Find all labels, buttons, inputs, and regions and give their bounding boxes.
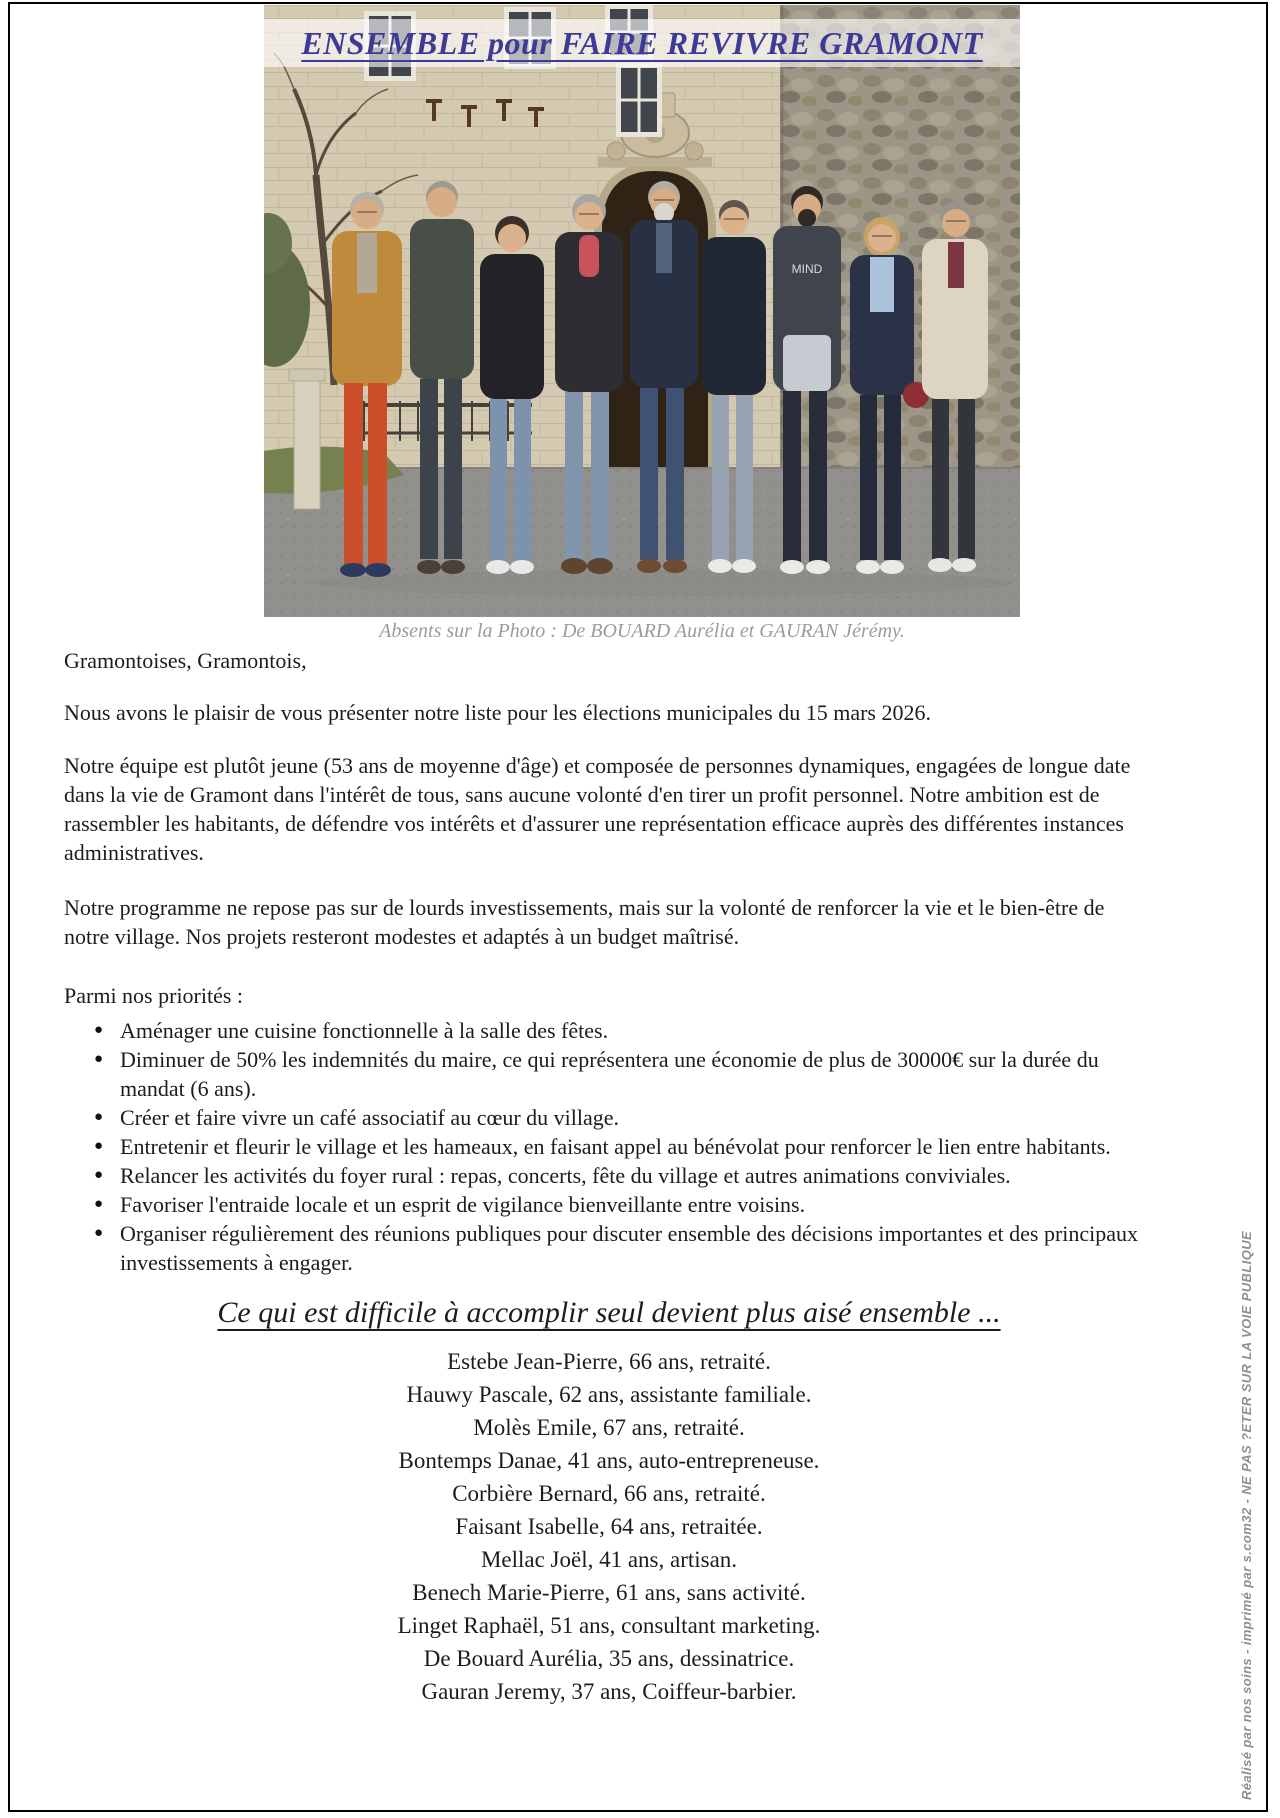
priority-item [64,1132,1154,1161]
title-banner [264,19,1020,67]
bullet-icon: ● [94,1051,104,1067]
bullet-icon: ● [94,1109,104,1125]
candidates-list [64,1345,1154,1708]
bullet-icon: ● [94,1138,104,1154]
priority-item [64,1219,1154,1277]
paragraph: Notre programme ne repose pas sur de lourds investissements, mais sur la volonté de renforcer la vie et le bien-être de notre village. Nos projets resteront modestes et adaptés à un budget maîtrisé. [64,895,1105,949]
bullet-icon: ● [94,1167,104,1183]
salutation: Gramontoises, Gramontois, [64,648,307,673]
photo-caption: Absents sur la Photo : De BOUARD Aurélia et GAURAN Jérémy. [379,620,905,642]
candidate-row: Hauwy Pascale, 62 ans, assistante familiale. [406,1382,812,1407]
candidate-row: Corbière Bernard, 66 ans, retraité. [452,1481,766,1506]
candidate-row: De Bouard Aurélia, 35 ans, dessinatrice. [423,1646,795,1671]
stone-post [294,377,320,509]
candidate-row: Linget Raphaël, 51 ans, consultant marketing. [397,1613,821,1638]
priority-text: Diminuer de 50% les indemnités du maire, ce qui représentera une économie de plus de 30000€ sur la durée du mandat (6 ans). [120,1047,1099,1101]
priority-item [64,1045,1154,1103]
print-note-vertical: Réalisé par nos soins - imprimé par s.com32 - NE PAS ?ETER SUR LA VOIE PUBLIQUE [1239,1230,1254,1800]
bullet-icon: ● [94,1225,104,1241]
priority-item [64,1161,1154,1190]
priority-text: Organiser régulièrement des réunions publiques pour discuter ensemble des décisions importantes et des principaux investissements à engager. [120,1221,1139,1275]
candidate-row: Estebe Jean-Pierre, 66 ans, retraité. [447,1349,771,1374]
priorities-heading: Parmi nos priorités : [64,983,244,1008]
letter-body [64,646,1154,1708]
priority-text: Aménager une cuisine fonctionnelle à la salle des fêtes. [120,1018,609,1043]
paragraph: Nous avons le plaisir de vous présenter notre liste pour les élections municipales du 15 mars 2026. [64,700,931,725]
candidate-row: Faisant Isabelle, 64 ans, retraitée. [455,1514,763,1539]
candidate-row: Gauran Jeremy, 37 ans, Coiffeur-barbier. [421,1679,797,1704]
candidate-row: Molès Emile, 67 ans, retraité. [473,1415,745,1440]
slogan: Ce qui est difficile à accomplir seul devient plus aisé ensemble ... [217,1296,1001,1329]
priority-text: Favoriser l'entraide locale et un esprit de vigilance bienveillante entre voisins. [120,1192,806,1217]
priority-text: Créer et faire vivre un café associatif au cœur du village. [120,1105,620,1130]
priority-text: Relancer les activités du foyer rural : repas, concerts, fête du village et autres animations conviviales. [120,1163,1011,1188]
priority-item [64,1016,1154,1045]
candidate-row: Bontemps Danae, 41 ans, auto-entrepreneuse. [398,1448,820,1473]
hoodie-text: MIND [791,262,823,276]
group-photo-illustration [264,5,1020,617]
bullet-icon: ● [94,1196,104,1212]
group-photo [264,5,1020,617]
paragraph: Notre équipe est plutôt jeune (53 ans de moyenne d'âge) et composée de personnes dynamiques, engagées de longue date dans la vie de Gramont dans l'intérêt de tous, sans aucune volonté d'en tirer un profit personnel. Notre ambition est de rassembler les habitants, de défendre vos intérêts et d'assurer une représentation efficace auprès des différentes instances administratives. [64,753,1131,865]
priorities-list [64,1016,1154,1277]
page-title: ENSEMBLE pour FAIRE REVIVRE GRAMONT [301,24,983,61]
priority-item [64,1103,1154,1132]
candidate-row: Mellac Joël, 41 ans, artisan. [480,1547,738,1572]
candidate-row: Benech Marie-Pierre, 61 ans, sans activité. [412,1580,806,1605]
priority-item [64,1190,1154,1219]
bullet-icon: ● [94,1022,104,1038]
priority-text: Entretenir et fleurir le village et les hameaux, en faisant appel au bénévolat pour renforcer le lien entre habitants. [120,1134,1111,1159]
